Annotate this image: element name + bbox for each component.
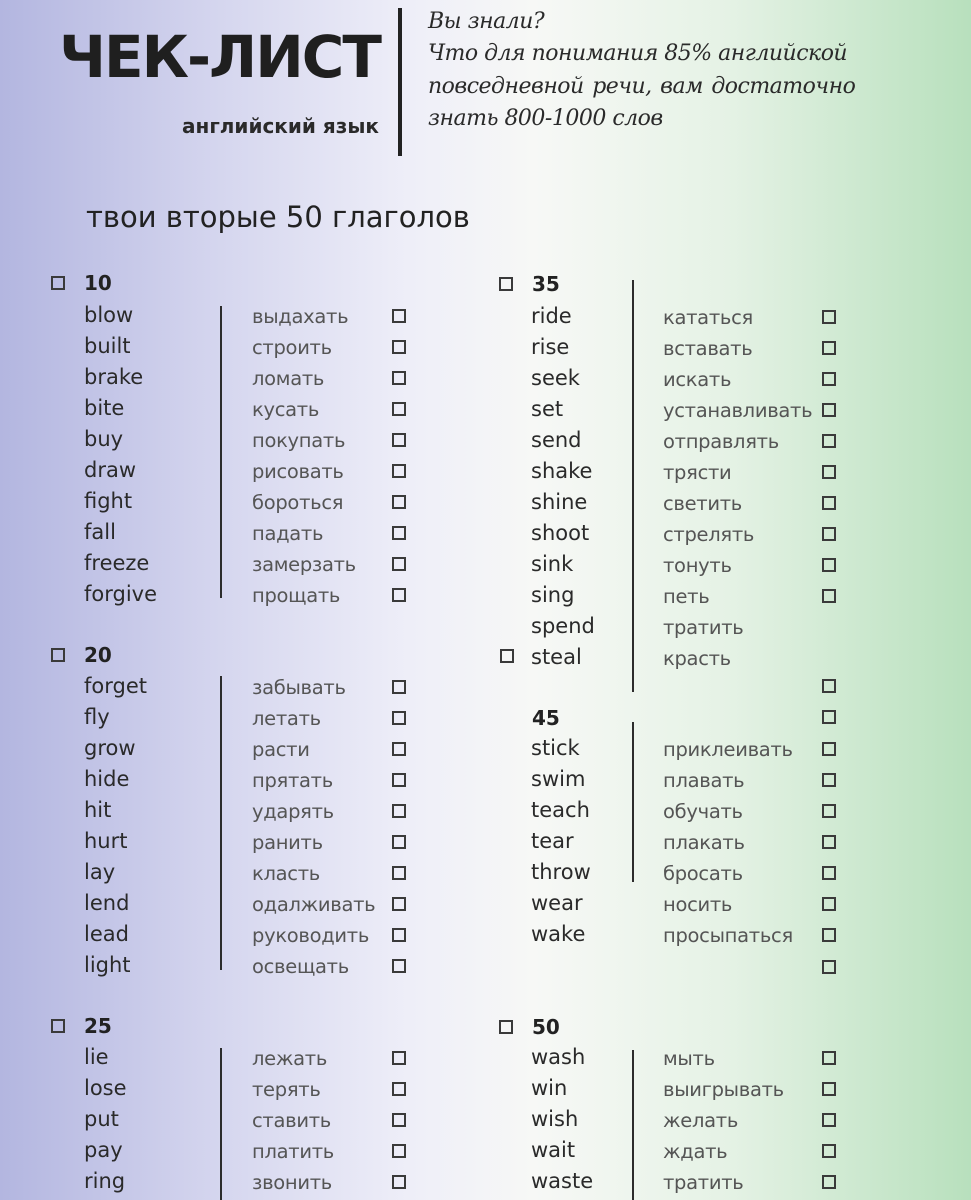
- english-word: draw: [84, 458, 137, 482]
- russian-translation: носить: [663, 893, 733, 916]
- group-number: 10: [84, 271, 112, 295]
- checkbox-icon[interactable]: [822, 742, 836, 756]
- checkbox-icon[interactable]: [499, 1020, 513, 1034]
- english-word: hit: [84, 798, 112, 822]
- english-word: light: [84, 953, 131, 977]
- fact-line: повседневной речи, вам достаточно: [428, 73, 856, 99]
- russian-translation: одалживать: [252, 893, 376, 916]
- russian-translation: терять: [252, 1078, 321, 1101]
- checkbox-icon[interactable]: [392, 959, 406, 973]
- english-word: tear: [531, 829, 574, 853]
- checkbox-icon[interactable]: [822, 928, 836, 942]
- checkbox-icon[interactable]: [392, 773, 406, 787]
- checkbox-icon[interactable]: [392, 588, 406, 602]
- checkbox-icon[interactable]: [822, 589, 836, 603]
- russian-translation: бросать: [663, 862, 743, 885]
- english-word: lead: [84, 922, 129, 946]
- group-number: 35: [532, 272, 560, 296]
- english-word: built: [84, 334, 131, 358]
- page-title: ЧЕК-ЛИСТ: [59, 23, 380, 91]
- checkbox-icon[interactable]: [392, 711, 406, 725]
- english-word: steal: [531, 645, 582, 669]
- russian-translation: мыть: [663, 1047, 715, 1070]
- russian-translation: трясти: [663, 461, 732, 484]
- checkbox-icon[interactable]: [822, 835, 836, 849]
- russian-translation: тратить: [663, 1171, 744, 1194]
- russian-translation: забывать: [252, 676, 346, 699]
- english-word: forget: [84, 674, 147, 698]
- russian-translation: ждать: [663, 1140, 728, 1163]
- english-word: lay: [84, 860, 116, 884]
- english-word: shoot: [531, 521, 590, 545]
- checkbox-icon[interactable]: [499, 277, 513, 291]
- russian-translation: ранить: [252, 831, 323, 854]
- column-divider: [632, 722, 634, 882]
- checkbox-icon[interactable]: [392, 742, 406, 756]
- russian-translation: класть: [252, 862, 320, 885]
- english-word: fall: [84, 520, 116, 544]
- russian-translation: лежать: [252, 1047, 328, 1070]
- fact-line: Что для понимания 85% английской: [428, 41, 848, 67]
- header-divider: [398, 8, 402, 156]
- russian-translation: звонить: [252, 1171, 332, 1194]
- english-word: bite: [84, 396, 125, 420]
- russian-translation: желать: [663, 1109, 739, 1132]
- checkbox-icon[interactable]: [822, 1051, 836, 1065]
- page-subtitle: английский язык: [182, 114, 379, 138]
- english-word: wish: [531, 1107, 579, 1131]
- russian-translation: освещать: [252, 955, 349, 978]
- checkbox-icon[interactable]: [392, 526, 406, 540]
- checkbox-icon[interactable]: [822, 710, 836, 724]
- checkbox-icon[interactable]: [822, 1082, 836, 1096]
- english-word: set: [531, 397, 564, 421]
- checkbox-icon[interactable]: [822, 897, 836, 911]
- checkbox-icon[interactable]: [822, 527, 836, 541]
- russian-translation: тратить: [663, 616, 744, 639]
- russian-translation: светить: [663, 492, 742, 515]
- english-word: fight: [84, 489, 133, 513]
- checkbox-icon[interactable]: [392, 1175, 406, 1189]
- checkbox-icon[interactable]: [822, 310, 836, 324]
- russian-translation: прощать: [252, 584, 341, 607]
- english-word: ride: [531, 304, 572, 328]
- checkbox-icon[interactable]: [822, 341, 836, 355]
- checkbox-icon[interactable]: [822, 434, 836, 448]
- checkbox-icon[interactable]: [392, 340, 406, 354]
- section-heading: твои вторые 50 глаголов: [86, 200, 470, 234]
- column-divider: [632, 280, 634, 692]
- russian-translation: бороться: [252, 491, 344, 514]
- russian-translation: плакать: [663, 831, 745, 854]
- checkbox-icon[interactable]: [822, 1113, 836, 1127]
- checkbox-icon[interactable]: [822, 679, 836, 693]
- russian-translation: отправлять: [663, 430, 779, 453]
- english-word: swim: [531, 767, 586, 791]
- english-word: put: [84, 1107, 119, 1131]
- russian-translation: летать: [252, 707, 321, 730]
- checkbox-icon[interactable]: [822, 1175, 836, 1189]
- checkbox-icon[interactable]: [392, 866, 406, 880]
- english-word: wake: [531, 922, 586, 946]
- group-label: [84, 273, 112, 293]
- russian-translation: выигрывать: [663, 1078, 784, 1101]
- english-word: shake: [531, 459, 593, 483]
- english-word: wash: [531, 1045, 586, 1069]
- checkbox-icon[interactable]: [51, 1019, 65, 1033]
- checkbox-icon[interactable]: [392, 371, 406, 385]
- english-word: stick: [531, 736, 580, 760]
- russian-translation: строить: [252, 336, 332, 359]
- checkbox-icon[interactable]: [392, 928, 406, 942]
- english-word: throw: [531, 860, 591, 884]
- checkbox-icon[interactable]: [392, 1051, 406, 1065]
- english-word: sing: [531, 583, 575, 607]
- english-word: brake: [84, 365, 144, 389]
- russian-translation: обучать: [663, 800, 743, 823]
- russian-translation: искать: [663, 368, 732, 391]
- russian-translation: плавать: [663, 769, 745, 792]
- russian-translation: рисовать: [252, 460, 344, 483]
- english-word: shine: [531, 490, 588, 514]
- checkbox-icon[interactable]: [392, 433, 406, 447]
- russian-translation: руководить: [252, 924, 370, 947]
- group-label: [532, 274, 560, 294]
- group-number: 45: [532, 706, 560, 730]
- english-word: wear: [531, 891, 583, 915]
- column-divider: [220, 676, 222, 970]
- english-word: ring: [84, 1169, 126, 1193]
- english-word: waste: [531, 1169, 594, 1193]
- group-number: 25: [84, 1014, 112, 1038]
- checkbox-icon[interactable]: [822, 558, 836, 572]
- russian-translation: стрелять: [663, 523, 755, 546]
- russian-translation: кататься: [663, 306, 753, 329]
- fact-line: Вы знали?: [428, 9, 545, 34]
- english-word: spend: [531, 614, 595, 638]
- russian-translation: ударять: [252, 800, 334, 823]
- english-word: lend: [84, 891, 130, 915]
- english-word: grow: [84, 736, 136, 760]
- russian-translation: просыпаться: [663, 924, 793, 947]
- russian-translation: расти: [252, 738, 310, 761]
- checkbox-icon[interactable]: [392, 835, 406, 849]
- english-word: hide: [84, 767, 130, 791]
- checkbox-icon[interactable]: [822, 1144, 836, 1158]
- russian-translation: устанавливать: [663, 399, 813, 422]
- checkbox-icon[interactable]: [392, 680, 406, 694]
- russian-translation: вставать: [663, 337, 753, 360]
- checkbox-icon[interactable]: [822, 804, 836, 818]
- english-word: hurt: [84, 829, 128, 853]
- checkbox-icon[interactable]: [392, 897, 406, 911]
- checkbox-icon[interactable]: [392, 1144, 406, 1158]
- column-divider: [220, 306, 222, 598]
- english-word: blow: [84, 303, 134, 327]
- russian-translation: красть: [663, 647, 731, 670]
- group-label: [84, 645, 112, 665]
- checkbox-icon[interactable]: [822, 960, 836, 974]
- checkbox-icon[interactable]: [392, 1082, 406, 1096]
- english-word: lose: [84, 1076, 127, 1100]
- english-word: fly: [84, 705, 110, 729]
- checkbox-icon[interactable]: [822, 773, 836, 787]
- russian-translation: прятать: [252, 769, 333, 792]
- english-word: freeze: [84, 551, 150, 575]
- checkbox-icon[interactable]: [822, 496, 836, 510]
- group-number: 20: [84, 643, 112, 667]
- column-divider: [220, 1048, 222, 1200]
- checkbox-icon[interactable]: [822, 403, 836, 417]
- group-label: [84, 1016, 112, 1036]
- checkbox-icon[interactable]: [392, 309, 406, 323]
- russian-translation: выдахать: [252, 305, 349, 328]
- russian-translation: платить: [252, 1140, 334, 1163]
- russian-translation: ставить: [252, 1109, 331, 1132]
- checkbox-icon[interactable]: [392, 557, 406, 571]
- checkbox-icon[interactable]: [392, 402, 406, 416]
- group-number: 50: [532, 1015, 560, 1039]
- checkbox-icon[interactable]: [51, 648, 65, 662]
- russian-translation: кусать: [252, 398, 320, 421]
- checkbox-icon[interactable]: [500, 649, 514, 663]
- checkbox-icon[interactable]: [51, 276, 65, 290]
- english-word: win: [531, 1076, 568, 1100]
- checkbox-icon[interactable]: [822, 465, 836, 479]
- english-word: teach: [531, 798, 590, 822]
- english-word: lie: [84, 1045, 109, 1069]
- english-word: wait: [531, 1138, 576, 1162]
- russian-translation: петь: [663, 585, 710, 608]
- russian-translation: тонуть: [663, 554, 732, 577]
- group-label: [532, 708, 560, 728]
- checkbox-icon[interactable]: [392, 1113, 406, 1127]
- fact-line: знать 800-1000 слов: [428, 105, 663, 131]
- english-word: rise: [531, 335, 570, 359]
- russian-translation: ломать: [252, 367, 325, 390]
- russian-translation: покупать: [252, 429, 346, 452]
- checkbox-icon[interactable]: [822, 866, 836, 880]
- checkbox-icon[interactable]: [392, 464, 406, 478]
- english-word: buy: [84, 427, 124, 451]
- russian-translation: приклеивать: [663, 738, 793, 761]
- checkbox-icon[interactable]: [822, 372, 836, 386]
- russian-translation: замерзать: [252, 553, 356, 576]
- english-word: forgive: [84, 582, 158, 606]
- english-word: pay: [84, 1138, 123, 1162]
- english-word: sink: [531, 552, 574, 576]
- group-label: [532, 1017, 560, 1037]
- checkbox-icon[interactable]: [392, 804, 406, 818]
- english-word: send: [531, 428, 582, 452]
- russian-translation: падать: [252, 522, 324, 545]
- checkbox-icon[interactable]: [392, 495, 406, 509]
- fact-block: [428, 6, 908, 135]
- column-divider: [632, 1050, 634, 1200]
- english-word: seek: [531, 366, 580, 390]
